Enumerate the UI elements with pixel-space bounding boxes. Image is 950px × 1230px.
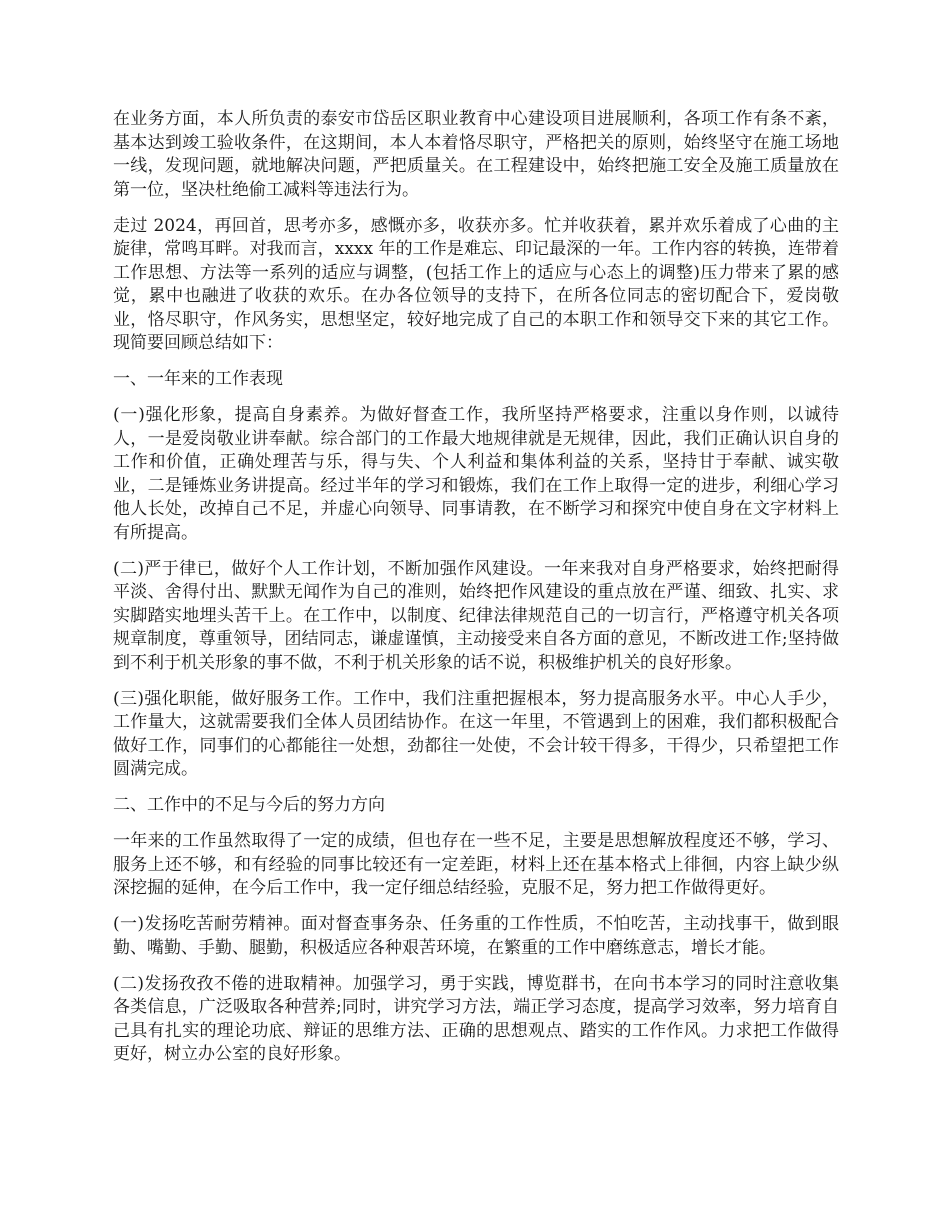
paragraph-year-review-intro: 走过 2024，再回首，思考亦多，感慨亦多，收获亦多。忙并收获着，累并欢乐着成了心曲的主旋律，常鸣耳畔。对我而言，xxxx 年的工作是难忘、印记最深的一年。工作内容的转换，连带着工作思想、方法等一系列的适应与调整，(包括工作上的适应与心态上的调整)压力带来了累的感觉，累中也融进了收获的欢乐。在办各位领导的支持下，在所各位同志的密切配合下，爱岗敬业，恪尽职守，作风务实，思想坚定，较好地完成了自己的本职工作和领导交下来的其它工作。现简要回顾总结如下： [113, 215, 839, 353]
document-body [113, 108, 839, 1079]
paragraph-hardworking-spirit: (一)发扬吃苦耐劳精神。面对督查事务杂、任务重的工作性质，不怕吃苦，主动找事干，做到眼勤、嘴勤、手勤、腿勤，积极适应各种艰苦环境，在繁重的工作中磨练意志，增长才能。 [113, 914, 839, 958]
paragraph-self-discipline: (二)严于律已，做好个人工作计划，不断加强作风建设。一年来我对自身严格要求，始终把耐得平淡、舍得付出、默默无闻作为自己的准则，始终把作风建设的重点放在严谨、细致、扎实、求实脚踏实地埋头苦干上。在工作中，以制度、纪律法律规范自己的一切言行，严格遵守机关各项规章制度，尊重领导，团结同志，谦虚谨慎，主动接受来自各方面的意见，不断改进工作;坚持做到不利于机关形象的事不做，不利于机关形象的话不说，积极维护机关的良好形象。 [113, 558, 839, 673]
paragraph-strengthen-image: (一)强化形象，提高自身素养。为做好督查工作，我所坚持严格要求，注重以身作则，以诚待人，一是爱岗敬业讲奉献。综合部门的工作最大地规律就是无规律，因此，我们正确认识自身的工作和价值，正确处理苦与乐，得与失、个人利益和集体利益的关系，坚持甘于奉献、诚实敬业，二是锤炼业务讲提高。经过半年的学习和锻炼，我们在工作上取得一定的进步，利细心学习他人长处，改掉自己不足，并虚心向领导、同事请教，在不断学习和探究中使自身在文字材料上有所提高。 [113, 405, 839, 543]
paragraph-shortcomings-summary: 一年来的工作虽然取得了一定的成绩，但也存在一些不足，主要是思想解放程度还不够，学习、服务上还不够，和有经验的同事比较还有一定差距，材料上还在基本格式上徘徊，内容上缺少纵深挖掘的延伸，在今后工作中，我一定仔细总结经验，克服不足，努力把工作做得更好。 [113, 831, 839, 898]
section-heading-shortcomings: 二、工作中的不足与今后的努力方向 [113, 795, 385, 815]
paragraph-service-work: (三)强化职能，做好服务工作。工作中，我们注重把握根本，努力提高服务水平。中心人手少，工作量大，这就需要我们全体人员团结协作。在这一年里，不管遇到上的困难，我们都积极配合做好工作，同事们的心都能往一处想，劲都往一处使，不会计较干得多，干得少，只希望把工作圆满完成。 [113, 688, 839, 779]
section-heading-work-performance: 一、一年来的工作表现 [113, 369, 283, 389]
paragraph-enterprising-spirit: (二)发扬孜孜不倦的进取精神。加强学习，勇于实践，博览群书，在向书本学习的同时注意收集各类信息，广泛吸取各种营养;同时，讲究学习方法，端正学习态度，提高学习效率，努力培育自己具有扎实的理论功底、辩证的思维方法、正确的思想观点、踏实的工作作风。力求把工作做得更好，树立办公室的良好形象。 [113, 973, 839, 1064]
paragraph-construction-project: 在业务方面，本人所负责的泰安市岱岳区职业教育中心建设项目进展顺利，各项工作有条不紊，基本达到竣工验收条件，在这期间，本人本着恪尽职守，严格把关的原则，始终坚守在施工场地一线，发现问题，就地解决问题，严把质量关。在工程建设中，始终把施工安全及施工质量放在第一位，坚决杜绝偷工减料等违法行为。 [113, 109, 839, 200]
